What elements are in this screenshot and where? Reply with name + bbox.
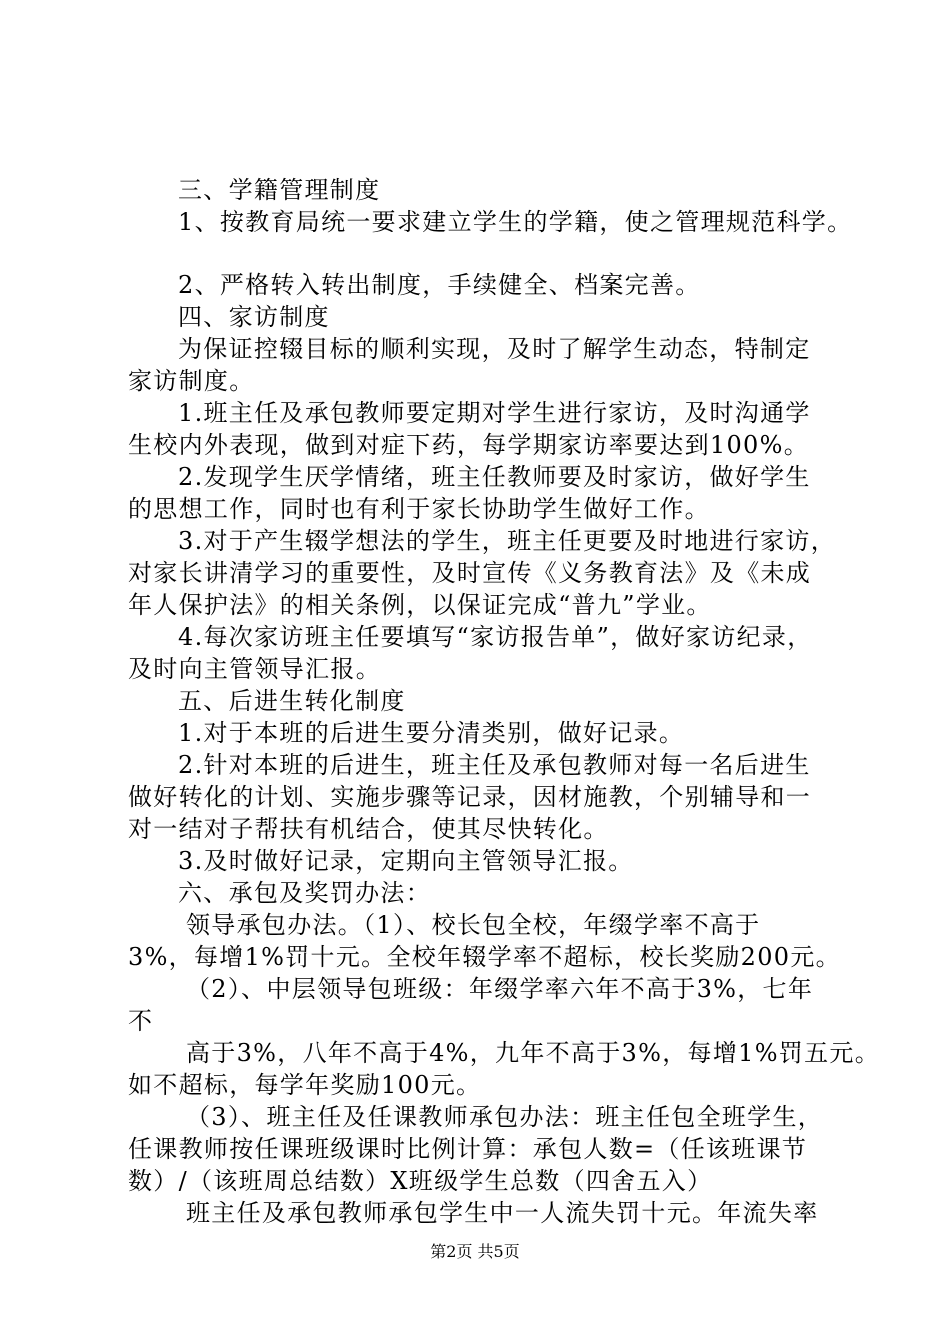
- text-line-30: 任课教师按任课班级课时比例计算：承包人数=（任该班课节: [128, 1135, 808, 1163]
- text-line-23: 领导承包办法。（1）、校长包全校，年缀学率不高于: [186, 911, 761, 939]
- text-line-2: 1、按教育局统一要求建立学生的学籍，使之管理规范科学。: [178, 208, 853, 236]
- text-line-8: 生校内外表现，做到对症下药，每学期家访率要达到100%。: [128, 431, 810, 459]
- text-line-28: 如不超标，每学年奖励100元。: [128, 1071, 482, 1099]
- text-line-7: 1.班主任及承包教师要定期对学生进行家访，及时沟通学: [178, 399, 811, 427]
- text-line-15: 及时向主管领导汇报。: [128, 655, 381, 683]
- page-footer: 第2页 共5页: [430, 1242, 520, 1261]
- text-line-27: 高于3%，八年不高于4%，九年不高于3%，每增1%罚五元。: [186, 1039, 880, 1067]
- text-line-24: 3%，每增1%罚十元。全校年辍学率不超标，校长奖励200元。: [128, 943, 841, 971]
- text-line-20: 对一结对子帮扶有机结合，使其尽快转化。: [128, 815, 609, 843]
- text-line-12: 对家长讲清学习的重要性，及时宣传《义务教育法》及《未成: [128, 559, 812, 587]
- text-line-10: 的思想工作，同时也有利于家长协助学生做好工作。: [128, 495, 710, 523]
- text-line-17: 1.对于本班的后进生要分清类别，做好记录。: [178, 719, 685, 747]
- text-line-18: 2.针对本班的后进生，班主任及承包教师对每一名后进生: [178, 751, 811, 779]
- text-line-11: 3.对于产生辍学想法的学生，班主任更要及时地进行家访，: [178, 527, 836, 555]
- text-line-25: （2）、中层领导包班级：年缀学率六年不高于3%，七年: [186, 975, 814, 1003]
- text-line-32: 班主任及承包教师承包学生中一人流失罚十元。年流失率: [186, 1199, 819, 1227]
- text-line-21: 3.及时做好记录，定期向主管领导汇报。: [178, 847, 634, 875]
- text-line-1: 三、学籍管理制度: [178, 176, 381, 204]
- text-line-16: 五、后进生转化制度: [178, 687, 406, 715]
- text-line-19: 做好转化的计划、实施步骤等记录，因材施教，个别辅导和一: [128, 783, 812, 811]
- text-line-13: 年人保护法》的相关条例，以保证完成“普九”学业。: [128, 591, 712, 619]
- text-line-22: 六、承包及奖罚办法：: [178, 879, 431, 907]
- text-line-31: 数）/（该班周总结数）X班级学生总数（四舍五入）: [128, 1167, 713, 1195]
- text-line-29: （3）、班主任及任课教师承包办法：班主任包全班学生，: [186, 1103, 824, 1131]
- text-line-9: 2.发现学生厌学情绪，班主任教师要及时家访，做好学生: [178, 463, 811, 491]
- text-line-14: 4.每次家访班主任要填写“家访报告单”，做好家访纪录，: [178, 623, 813, 651]
- text-line-5: 为保证控辍目标的顺利实现，及时了解学生动态，特制定: [178, 335, 811, 363]
- text-line-4: 四、家访制度: [178, 303, 330, 331]
- text-line-6: 家访制度。: [128, 367, 255, 395]
- text-line-26: 不: [128, 1007, 154, 1035]
- text-line-3: 2、严格转入转出制度，手续健全、档案完善。: [178, 271, 701, 299]
